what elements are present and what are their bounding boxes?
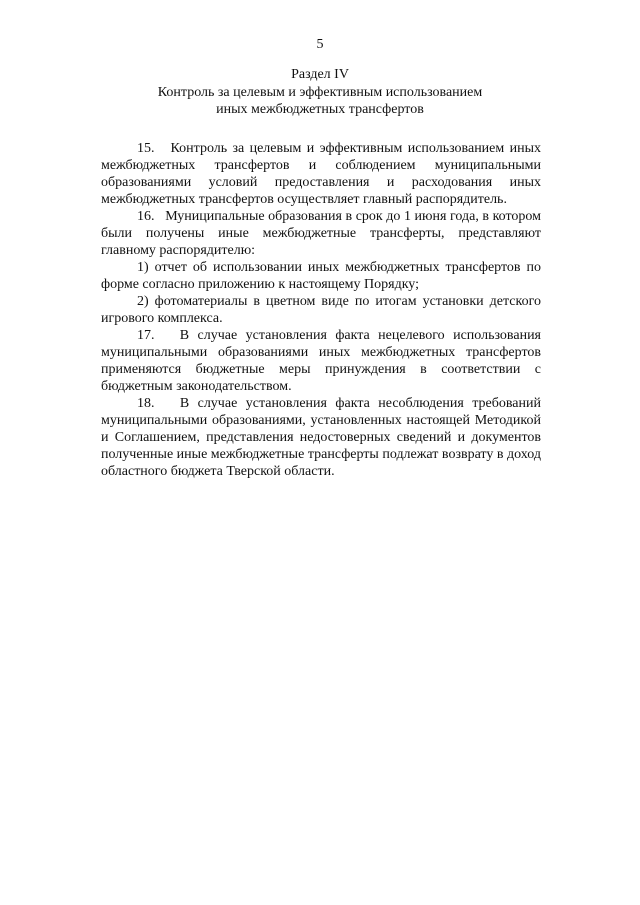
section-subtitle-line-1: Контроль за целевым и эффективным использованием	[157, 84, 483, 100]
paragraph-15: 15. Контроль за целевым и эффективным использованием иных межбюджетных трансфертов и соблюдением муниципальными образованиями условий предоставления и расходования иных межбюджетных трансфертов осуществляет главный распорядитель.	[101, 141, 541, 207]
list-item-1: 1) отчет об использовании иных межбюджетных трансфертов по форме согласно приложению к настоящему Порядку;	[101, 260, 541, 292]
section-title: Раздел IV	[291, 67, 349, 82]
section-subtitle-line-2: иных межбюджетных трансфертов	[216, 102, 424, 117]
document-body	[101, 140, 541, 480]
list-item-2: 2) фотоматериалы в цветном виде по итогам установки детского игрового комплекса.	[101, 294, 541, 326]
paragraph-18: 18. В случае установления факта несоблюдения требований муниципальными образованиями, установленных настоящей Методикой и Соглашением, представления недостоверных сведений и документов полученные иные межбюджетные трансферты подлежат возврату в доход областного бюджета Тверской области.	[101, 396, 541, 479]
paragraph-17: 17. В случае установления факта нецелевого использования муниципальными образованиями иных межбюджетных трансфертов применяются бюджетные меры принуждения в соответствии с бюджетным законодательством.	[101, 328, 541, 394]
page-number: 5	[316, 37, 324, 52]
paragraph-16: 16. Муниципальные образования в срок до 1 июня года, в котором были получены иные межбюджетные трансферты, представляют главному распорядителю:	[101, 209, 541, 258]
section-heading	[0, 66, 640, 119]
